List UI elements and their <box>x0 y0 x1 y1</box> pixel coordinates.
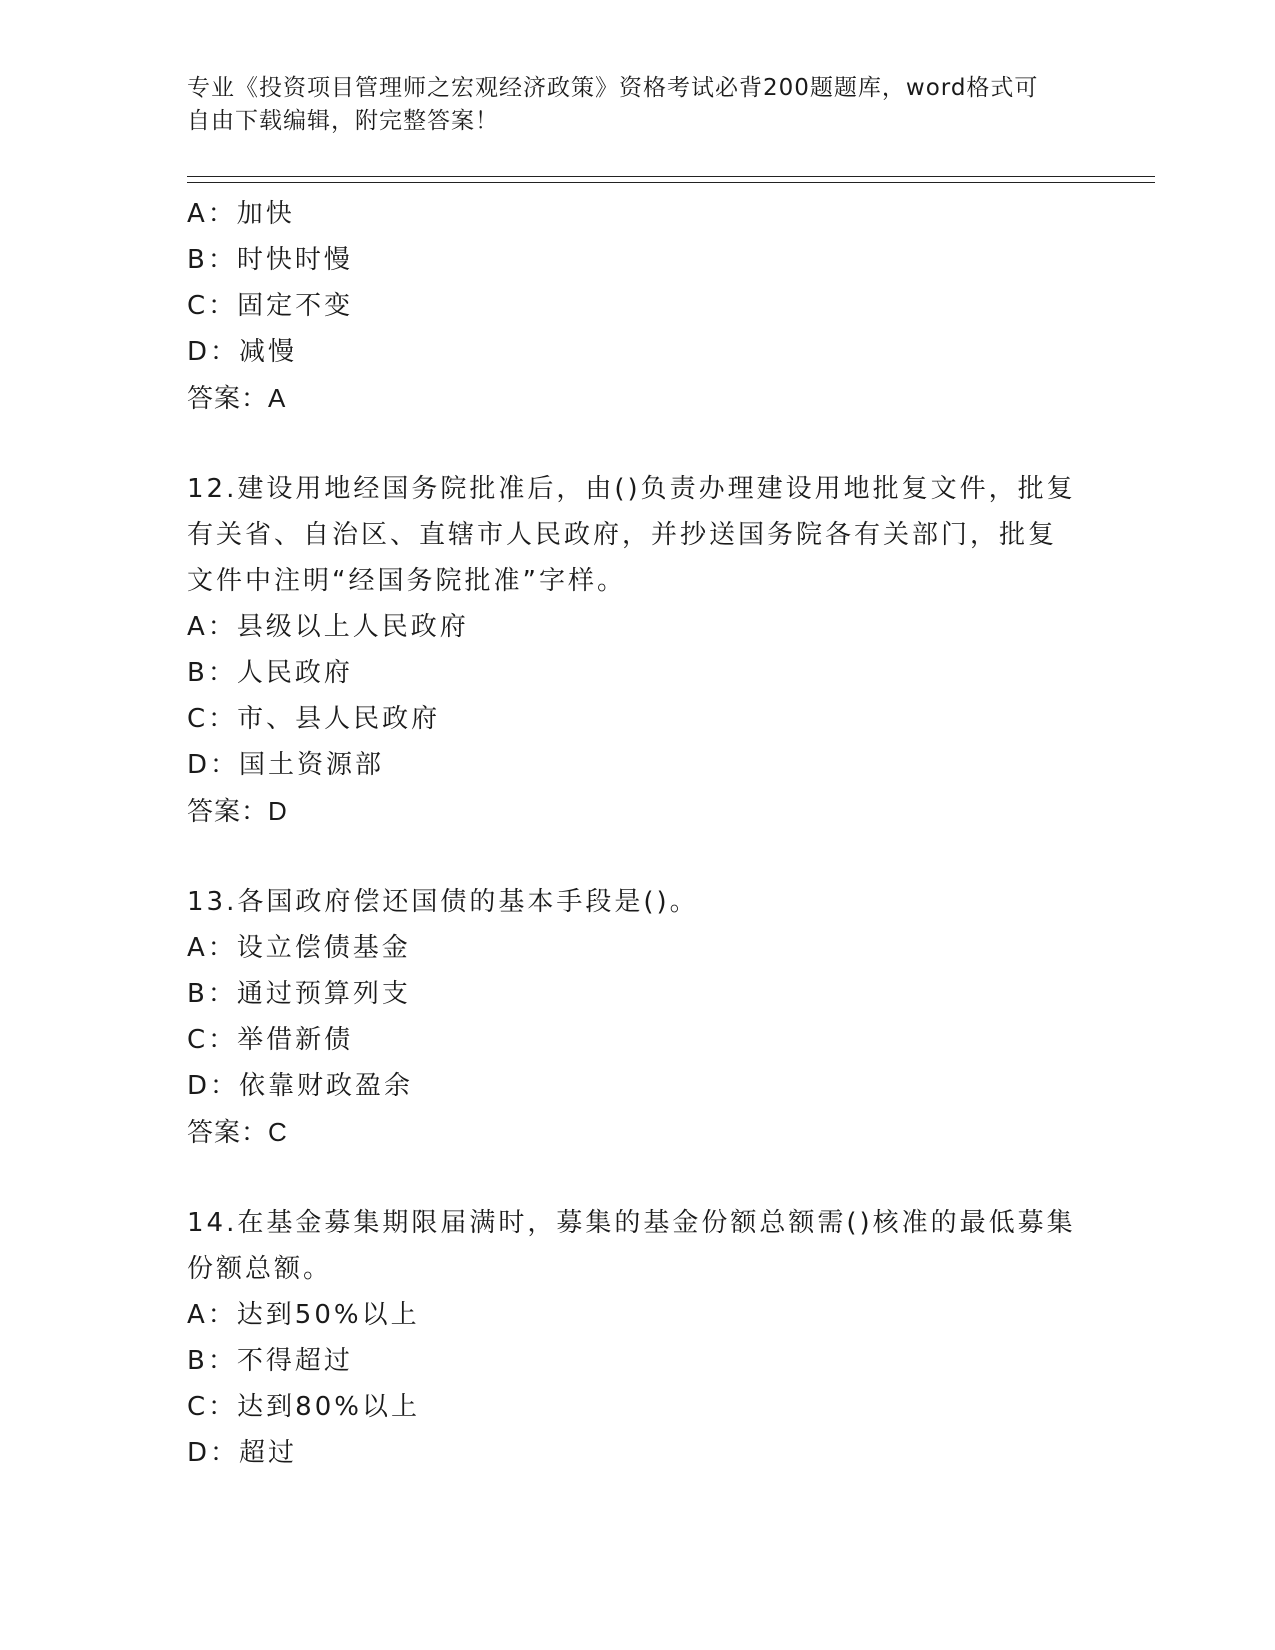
document-header <box>187 72 1067 138</box>
question-text <box>187 466 1087 604</box>
option-a: A：加快 <box>187 199 295 229</box>
option-b: B：不得超过 <box>187 1346 353 1376</box>
option-a: A：达到50%以上 <box>187 1300 420 1330</box>
question-text <box>187 879 1087 925</box>
header-line-1: 专业《投资项目管理师之宏观经济政策》资格考试必背200题题库，word格式可 <box>187 75 1039 101</box>
question-list <box>187 191 1087 1476</box>
option-d: D：国土资源部 <box>187 750 385 780</box>
question-line: 13.各国政府偿还国债的基本手段是()。 <box>187 887 699 917</box>
option-a: A：设立偿债基金 <box>187 933 411 963</box>
answer: 答案：A <box>187 383 287 413</box>
question-11-options <box>187 191 1087 421</box>
option-b: B：时快时慢 <box>187 245 353 275</box>
option-c: C：市、县人民政府 <box>187 704 441 734</box>
question-line: 文件中注明“经国务院批准”字样。 <box>187 566 626 596</box>
question-13 <box>187 879 1087 1155</box>
option-c: C：达到80%以上 <box>187 1392 420 1422</box>
answer: 答案：C <box>187 1117 288 1147</box>
option-d: D：依靠财政盈余 <box>187 1071 414 1101</box>
question-12 <box>187 466 1087 834</box>
option-c: C：举借新债 <box>187 1025 354 1055</box>
option-a: A：县级以上人民政府 <box>187 612 469 642</box>
question-line: 14.在基金募集期限届满时，募集的基金份额总额需()核准的最低募集 <box>187 1208 1076 1238</box>
question-line: 份额总额。 <box>187 1254 333 1284</box>
question-line: 12.建设用地经国务院批准后，由()负责办理建设用地批复文件，批复 <box>187 474 1076 504</box>
header-line-2: 自由下载编辑，附完整答案！ <box>187 108 499 134</box>
option-d: D：减慢 <box>187 337 298 367</box>
question-line: 有关省、自治区、直辖市人民政府，并抄送国务院各有关部门，批复 <box>187 520 1058 550</box>
question-14 <box>187 1200 1087 1476</box>
option-b: B：通过预算列支 <box>187 979 411 1009</box>
option-c: C：固定不变 <box>187 291 354 321</box>
option-b: B：人民政府 <box>187 658 353 688</box>
question-text <box>187 1200 1087 1292</box>
answer: 答案：D <box>187 796 288 826</box>
header-divider-top <box>187 176 1155 177</box>
option-d: D：超过 <box>187 1438 298 1468</box>
header-divider-bottom <box>187 182 1155 183</box>
